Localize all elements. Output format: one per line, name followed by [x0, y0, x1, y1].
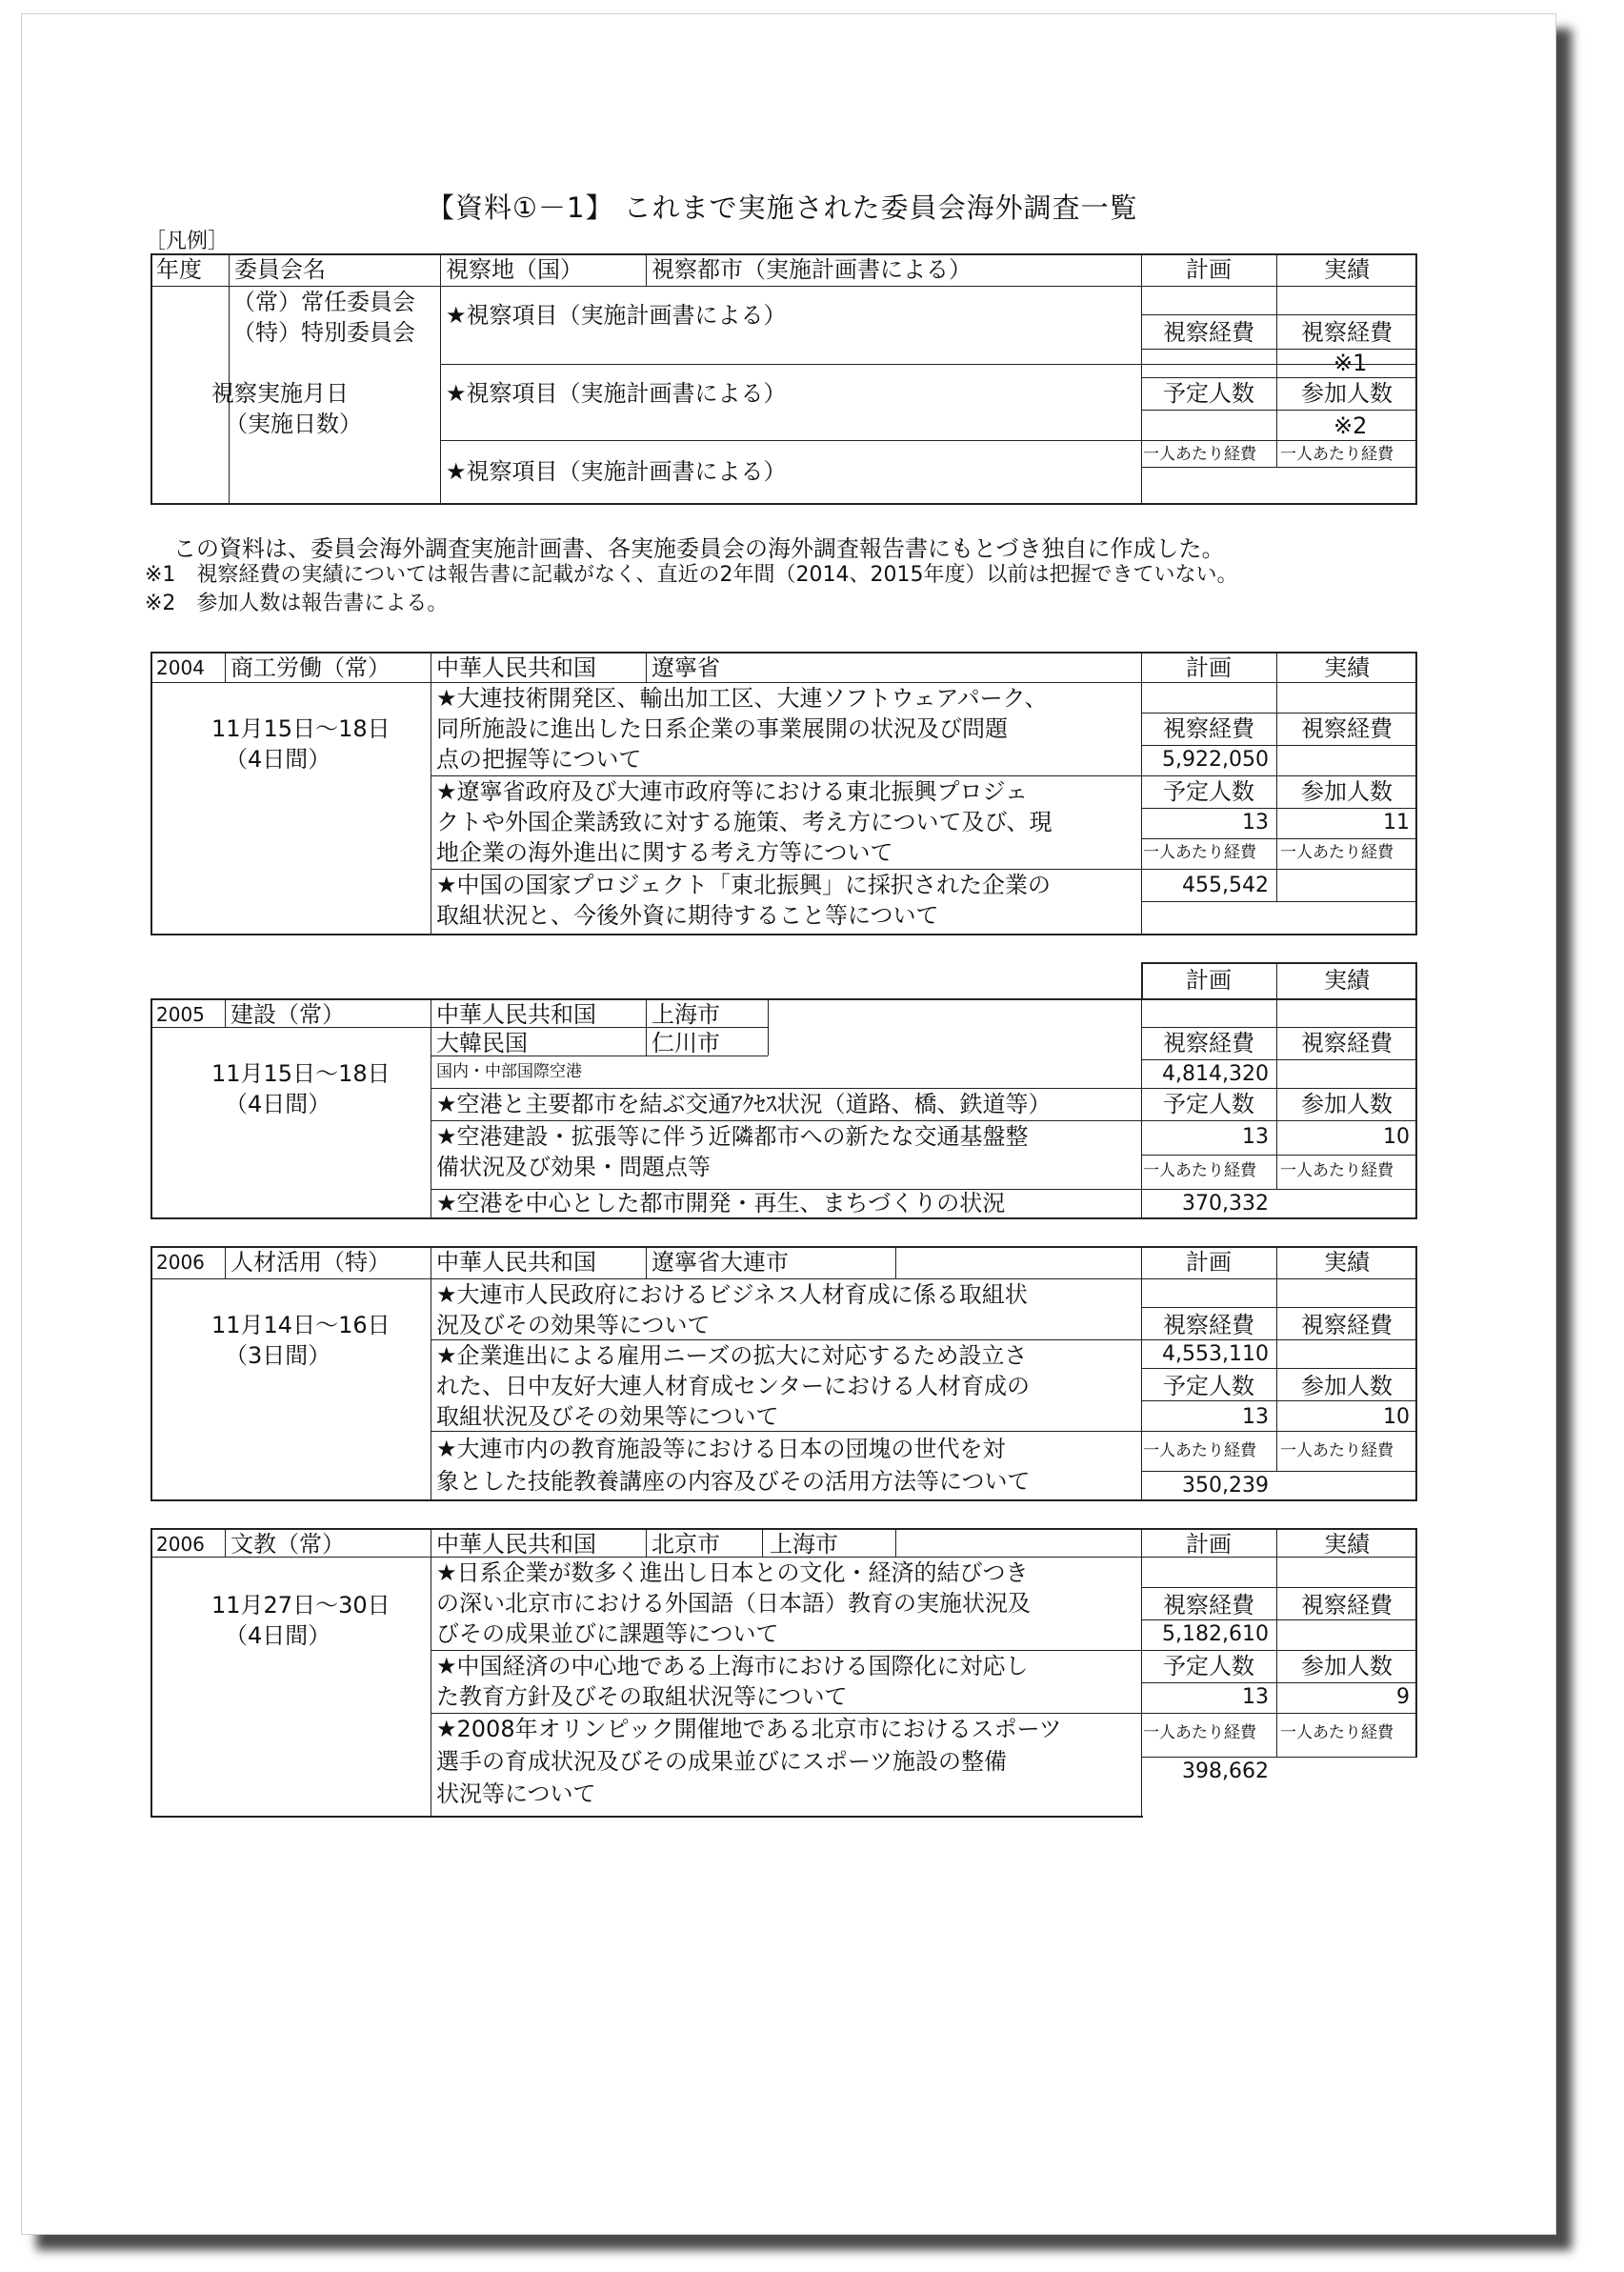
participants-label: 参加人数	[1301, 1653, 1393, 1679]
trip-year: 2006	[156, 1533, 205, 1556]
legend-country-header: 視察地（国）	[446, 256, 583, 283]
trip-item-line: 取組状況及びその効果等について	[436, 1403, 779, 1430]
participants-label: 参加人数	[1301, 1373, 1393, 1399]
result-header: 実績	[1324, 1531, 1370, 1558]
legend-days-header: （実施日数）	[225, 411, 362, 437]
page-title: 【資料①－1】 これまで実施された委員会海外調査一覧	[427, 191, 1138, 224]
trip-item-line: ★大連市内の教育施設等における日本の団塊の世代を対	[436, 1436, 1006, 1462]
legend-city-header: 視察都市（実施計画書による）	[652, 256, 972, 283]
trip-country: 中華人民共和国	[436, 654, 596, 681]
trip-item-line: 地企業の海外進出に関する考え方等について	[436, 839, 893, 866]
trip-date: 11月27日～30日	[211, 1592, 391, 1619]
trip-item-line: ★遼寧省政府及び大連市政府等における東北振興プロジェ	[436, 778, 1029, 805]
trip-item-line: 同所施設に進出した日系企業の事業展開の状況及び問題	[436, 715, 1008, 742]
trip-item-line: ★2008年オリンピック開催地である北京市におけるスポーツ	[436, 1716, 1062, 1742]
cost-plan-value: 5,922,050	[1162, 748, 1269, 772]
trip-committee: 建設（常）	[231, 1001, 345, 1028]
legend-people-plan: 予定人数	[1163, 380, 1254, 407]
planned-people-label: 予定人数	[1163, 1653, 1254, 1679]
legend-year-header: 年度	[156, 256, 202, 283]
trip-item-line: ★大連技術開発区、輸出加工区、大連ソフトウェアパーク、	[436, 685, 1048, 712]
trip-item-line: クトや外国企業誘致に対する施策、考え方について及び、現	[436, 809, 1053, 835]
per-person-result-label: 一人あたり経費	[1280, 1161, 1393, 1180]
participants-label: 参加人数	[1301, 778, 1393, 805]
trip-city-2: 仁川市	[652, 1030, 720, 1056]
per-person-plan-label: 一人あたり経費	[1143, 1441, 1256, 1460]
cost-plan-label: 視察経費	[1163, 1030, 1254, 1056]
legend-item-2: ★視察項目（実施計画書による）	[446, 380, 787, 407]
trip-extra-site: 国内・中部国際空港	[436, 1062, 582, 1081]
plan-header: 計画	[1186, 967, 1232, 994]
planned-people-label: 予定人数	[1163, 1373, 1254, 1399]
trip-item-line: た教育方針及びその取組状況等について	[436, 1683, 848, 1710]
per-person-result-label: 一人あたり経費	[1280, 843, 1393, 862]
legend-committee-header: 委員会名	[234, 256, 326, 283]
planned-people-label: 予定人数	[1163, 778, 1254, 805]
trip-city: 上海市	[652, 1001, 720, 1028]
legend-cost-plan: 視察経費	[1163, 319, 1254, 346]
trip-item-line: 点の把握等について	[436, 746, 642, 773]
trip-item-line: れた、日中友好大連人材育成センターにおける人材育成の	[436, 1373, 1031, 1399]
note-source: この資料は、委員会海外調査実施計画書、各実施委員会の海外調査報告書にもとづき独自に作成した。	[173, 535, 1225, 562]
per-person-plan-value: 350,239	[1182, 1474, 1269, 1498]
trip-item-line: の深い北京市における外国語（日本語）教育の実施状況及	[436, 1590, 1031, 1617]
trip-committee: 商工労働（常）	[231, 654, 391, 681]
legend-committee-type-standing: （常）常任委員会	[232, 289, 415, 315]
result-header: 実績	[1324, 1249, 1370, 1276]
trip-item-line: ★企業進出による雇用ニーズの拡大に対応するため設立さ	[436, 1342, 1028, 1369]
trip-country-2: 大韓民国	[436, 1030, 528, 1056]
trip-item-line: ★日系企業が数多く進出し日本との文化・経済的結びつき	[436, 1559, 1029, 1586]
per-person-plan-value: 370,332	[1182, 1192, 1269, 1216]
trip-item-line: 選手の育成状況及びその成果並びにスポーツ施設の整備	[436, 1748, 1008, 1775]
participants-value: 11	[1383, 811, 1410, 834]
cost-plan-value: 4,814,320	[1162, 1062, 1269, 1086]
trip-year: 2005	[156, 1003, 205, 1026]
legend-item-3: ★視察項目（実施計画書による）	[446, 458, 787, 485]
legend-people-result: 参加人数	[1301, 380, 1393, 407]
plan-header: 計画	[1186, 1249, 1232, 1276]
trip-city-2: 上海市	[770, 1531, 838, 1558]
trip-item-line: ★中国の国家プロジェクト「東北振興」に採択された企業の	[436, 872, 1052, 898]
per-person-result-label: 一人あたり経費	[1280, 1441, 1393, 1460]
trip-item-line: ★大連市人民政府におけるビジネス人材育成に係る取組状	[436, 1281, 1028, 1308]
trip-committee: 人材活用（特）	[231, 1249, 391, 1276]
planned-people-value: 13	[1242, 1685, 1269, 1709]
legend-per-person-plan: 一人あたり経費	[1143, 445, 1256, 464]
trip-item-line: 象とした技能教養講座の内容及びその活用方法等について	[436, 1468, 1031, 1495]
legend-cost-result: 視察経費	[1301, 319, 1393, 346]
cost-plan-label: 視察経費	[1163, 1312, 1254, 1338]
per-person-plan-label: 一人あたり経費	[1143, 843, 1256, 862]
cost-plan-label: 視察経費	[1163, 715, 1254, 742]
per-person-result-label: 一人あたり経費	[1280, 1723, 1393, 1742]
trip-city: 遼寧省	[652, 654, 720, 681]
trip-item-line: ★空港を中心とした都市開発・再生、まちづくりの状況	[436, 1190, 1006, 1216]
result-header: 実績	[1324, 654, 1370, 681]
cost-result-label: 視察経費	[1301, 1592, 1393, 1619]
plan-header: 計画	[1186, 654, 1232, 681]
trip-country: 中華人民共和国	[436, 1249, 596, 1276]
legend-committee-type-special: （特）特別委員会	[232, 319, 415, 346]
trip-date: 11月14日～16日	[211, 1312, 391, 1338]
trip-city: 北京市	[652, 1531, 720, 1558]
legend-note2-mark: ※2	[1333, 412, 1368, 439]
planned-people-value: 13	[1242, 1125, 1269, 1149]
planned-people-value: 13	[1242, 811, 1269, 834]
cost-plan-value: 4,553,110	[1162, 1342, 1269, 1366]
trip-year: 2004	[156, 656, 205, 679]
legend-per-person-result: 一人あたり経費	[1280, 445, 1393, 464]
trip-item-line: 況及びその効果等について	[436, 1312, 711, 1338]
trip-year: 2006	[156, 1251, 205, 1274]
legend-item-1: ★視察項目（実施計画書による）	[446, 302, 787, 329]
cost-plan-label: 視察経費	[1163, 1592, 1254, 1619]
plan-header: 計画	[1186, 1531, 1232, 1558]
per-person-plan-label: 一人あたり経費	[1143, 1723, 1256, 1742]
cost-result-label: 視察経費	[1301, 1030, 1393, 1056]
trip-item-line: 状況等について	[436, 1780, 596, 1807]
participants-label: 参加人数	[1301, 1091, 1393, 1117]
trip-days: （4日間）	[225, 1622, 331, 1649]
result-header: 実績	[1324, 967, 1370, 994]
trip-item-line: ★空港と主要都市を結ぶ交通ｱｸｾｽ状況（道路、橋、鉄道等）	[436, 1091, 1052, 1117]
per-person-plan-value: 398,662	[1182, 1759, 1269, 1783]
planned-people-label: 予定人数	[1163, 1091, 1254, 1117]
cost-plan-value: 5,182,610	[1162, 1622, 1269, 1646]
trip-date: 11月15日～18日	[211, 715, 391, 742]
legend-date-header: 視察実施月日	[211, 380, 349, 407]
trip-city: 遼寧省大連市	[652, 1249, 789, 1276]
trip-days: （4日間）	[225, 746, 331, 773]
trip-item-line: 取組状況と、今後外資に期待すること等について	[436, 902, 939, 929]
legend-plan-header: 計画	[1186, 256, 1232, 283]
per-person-plan-label: 一人あたり経費	[1143, 1161, 1256, 1180]
participants-value: 9	[1396, 1685, 1410, 1709]
trip-item-line: びその成果並びに課題等について	[436, 1620, 779, 1647]
trip-item-line: 備状況及び効果・問題点等	[436, 1154, 711, 1180]
trip-committee: 文教（常）	[231, 1531, 345, 1558]
note-1: ※1 視察経費の実績については報告書に記載がなく、直近の2年間（2014、2015年度）以前は把握できていない。	[145, 563, 1238, 587]
cost-result-label: 視察経費	[1301, 1312, 1393, 1338]
planned-people-value: 13	[1242, 1405, 1269, 1429]
cost-result-label: 視察経費	[1301, 715, 1393, 742]
legend-label: ［凡例］	[145, 230, 230, 253]
participants-value: 10	[1383, 1125, 1410, 1149]
trip-item-line: ★空港建設・拡張等に伴う近隣都市への新たな交通基盤整	[436, 1123, 1029, 1150]
legend-note1-mark: ※1	[1333, 350, 1368, 376]
note-2: ※2 参加人数は報告書による。	[145, 592, 449, 615]
participants-value: 10	[1383, 1405, 1410, 1429]
legend-result-header: 実績	[1324, 256, 1370, 283]
per-person-plan-value: 455,542	[1182, 874, 1269, 897]
trip-country: 中華人民共和国	[436, 1531, 596, 1558]
trip-date: 11月15日～18日	[211, 1060, 391, 1087]
trip-country: 中華人民共和国	[436, 1001, 596, 1028]
trip-item-line: ★中国経済の中心地である上海市における国際化に対応し	[436, 1653, 1029, 1679]
trip-days: （3日間）	[225, 1342, 331, 1369]
trip-days: （4日間）	[225, 1091, 331, 1117]
